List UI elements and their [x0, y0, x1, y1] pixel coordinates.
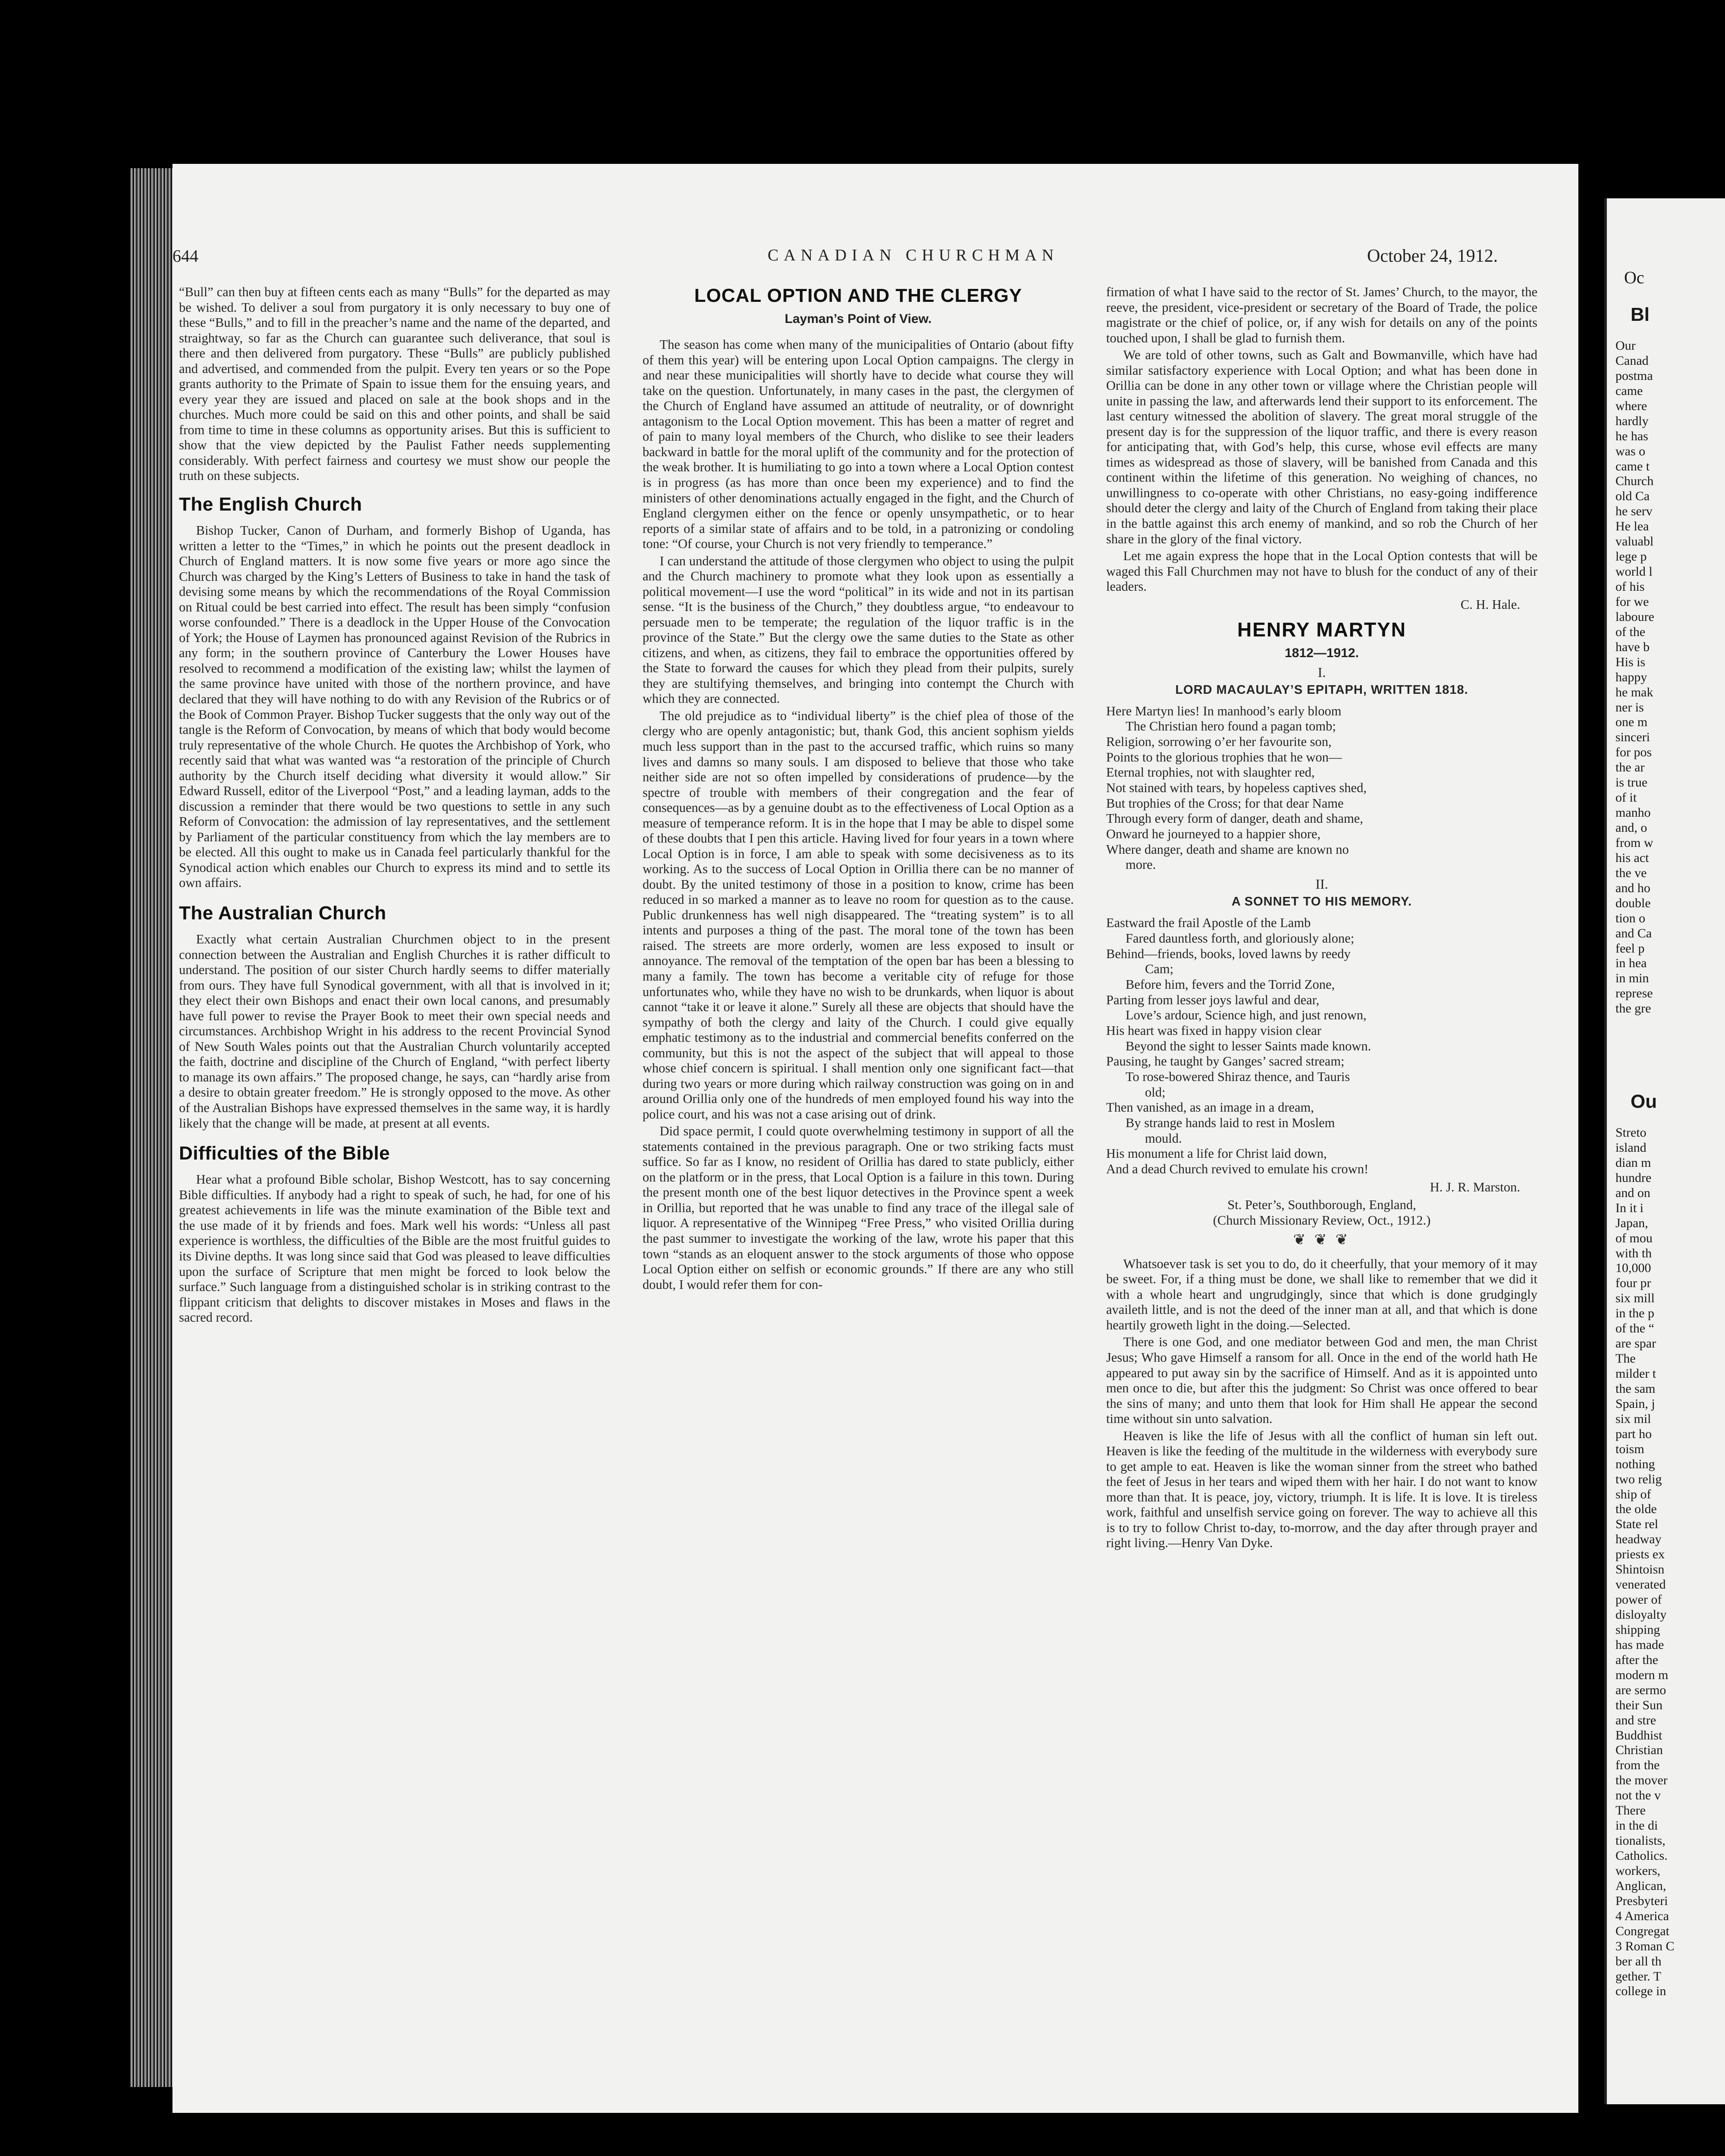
fragment-line: is true	[1615, 775, 1648, 790]
fragment-line: tionalists,	[1615, 1833, 1665, 1848]
fragment-line: of mou	[1615, 1231, 1653, 1245]
fragment-line: toism	[1615, 1442, 1644, 1456]
section-numeral: I.	[1317, 664, 1326, 680]
fragment-line: have b	[1615, 639, 1650, 654]
article-subtitle: Layman’s Point of View.	[784, 312, 932, 326]
poem-line: Beyond the sight to lesser Saints made known.	[1126, 1038, 1371, 1053]
poem-line: Love’s ardour, Science high, and just renown,	[1126, 1008, 1367, 1023]
fragment-line: in the di	[1615, 1818, 1658, 1833]
fragment-line: in the p	[1615, 1306, 1654, 1321]
poem-line: Before him, fevers and the Torrid Zone,	[1126, 977, 1335, 992]
poem-heading-sonnet: A SONNET TO HIS MEMORY.	[1231, 895, 1412, 909]
column-3	[1106, 285, 1537, 1553]
poem-line: more.	[1126, 857, 1156, 872]
fragment-line: Spain, j	[1615, 1396, 1655, 1411]
paragraph: “Bull” can then buy at fifteen cents each as many “Bulls” for the departed as may be wished. To deliver a soul from purgatory it is only necessary to buy one of these “Bulls,” and to fill in the preacher’s name and the name of the departed, and straightway, so far as the Church can guarantee such deliverance, that soul is there and then delivered from purgatory. These “Bulls” are publicly published and advertised, and commended from the pulpit. Every ten years or so the Pope grants authority to the Primate of Spain to issue them for the ensuing years, and every year they are issued and placed on sale at the book shops and in the churches. Much more could be said on this and other points, and shall be said from time to time in these columns as opportunity arises. But this is sufficient to show that the view depicted by the Paulist Father needs supplementing considerably. With perfect fairness and courtesy we must show our people the truth on these subjects.	[179, 285, 610, 483]
adjacent-page-header: Oc	[1624, 268, 1644, 287]
article-title-henry-martyn: HENRY MARTYN	[1237, 618, 1407, 641]
article-years: 1812—1912.	[1285, 646, 1359, 660]
fragment-line: from w	[1615, 835, 1653, 850]
paragraph: I can understand the attitude of those clergymen who object to using the pulpit and the Church machinery to promote what they look upon as essentially a political movement—I use the word “political” in its wide and not in its partisan sense. “It is the business of the Church,” they doubtless argue, “to endeavour to persuade men to be temperate; the regulation of the liquor traffic is in the province of the State.” But the clergy owe the same duties to the State as other citizens, and when, as citizens, they fail to embrace the opportunities offered by the State to forward the causes for which they plead from their pulpits, surely they are stultifying themselves, and bringing into contempt the Church with which they are connected.	[643, 553, 1074, 706]
poem-line: Points to the glorious trophies that he won—	[1106, 749, 1342, 765]
fragment-line: double	[1615, 896, 1651, 910]
fragment-line: the ar	[1615, 760, 1645, 775]
article-title-local-option: LOCAL OPTION AND THE CLERGY	[694, 285, 1022, 306]
fragment-line: in min	[1615, 971, 1649, 986]
fragment-line: tion o	[1615, 911, 1646, 925]
poem-line: Onward he journeyed to a happier shore,	[1106, 827, 1321, 842]
poem-line: Religion, sorrowing o’er her favourite son,	[1106, 734, 1332, 749]
fragment-line: his act	[1615, 850, 1649, 865]
fragment-line: milder t	[1615, 1366, 1656, 1381]
fragment-line: six mill	[1615, 1291, 1655, 1306]
fragment-line: with th	[1615, 1246, 1652, 1260]
poem-line: But trophies of the Cross; for that dear Name	[1106, 796, 1344, 811]
fragment-line: where	[1615, 398, 1647, 413]
poem-line: His heart was fixed in happy vision clear	[1106, 1023, 1321, 1038]
fragment-line: their Sun	[1615, 1698, 1663, 1712]
fragment-line: Our	[1615, 338, 1636, 353]
fragment-line: the ve	[1615, 865, 1647, 880]
fragment-line: four pr	[1615, 1276, 1651, 1291]
poem-line: Behind—friends, books, loved lawns by reedy	[1106, 946, 1351, 961]
fragment-line: sinceri	[1615, 730, 1650, 745]
fragment-line: ner is	[1615, 700, 1644, 714]
paragraph: The season has come when many of the municipalities of Ontario (about fifty of them this year) will be entering upon Local Option campaigns. The clergy in and near these municipalities will shortly have to decide what course they will take on the question. Unfortunately, in many cases in the past, the clergymen of the Church of England have assumed an attitude of neutrality, or of downright antagonism to the Local Option movement. This has been a matter of regret and of pain to many loyal members of the Church, who dislike to see their leaders backward in battle for the moral uplift of the community and for the protection of the weak brother. It is humiliating to go into a town where a Local Option contest is in progress (as has more than once been my experience) and to find the ministers of other denominations actually engaged in the fight, and the Church of England clergymen either on the fence or openly unsympathetic, or to hear reports of a similar state of affairs and to be told, in a patronizing or condoling tone: “Of course, your Church is not very friendly to temperance.”	[643, 337, 1074, 552]
page-number: 644	[172, 246, 198, 266]
journal-title: CANADIAN CHURCHMAN	[768, 246, 1059, 264]
fragment-line: came	[1615, 383, 1643, 398]
book-page-edges	[129, 168, 172, 2087]
poem-line: Cam;	[1145, 962, 1174, 977]
fragment-line: are spar	[1615, 1336, 1656, 1351]
fragment-line: represe	[1615, 986, 1653, 1001]
poem-line: Fared dauntless forth, and gloriously alone;	[1126, 931, 1355, 946]
poem-line: Then vanished, as an image in a dream,	[1106, 1100, 1314, 1115]
fragment-line: postma	[1615, 368, 1653, 383]
fragment-line: Church	[1615, 474, 1654, 489]
fragment-line: The	[1615, 1351, 1636, 1366]
fragment-line: Buddhist	[1615, 1728, 1662, 1742]
fragment-line: of the “	[1615, 1321, 1654, 1336]
fragment-line: Anglican,	[1615, 1878, 1666, 1893]
fragment-line: ship of	[1615, 1487, 1651, 1501]
fragment-line: hundre	[1615, 1170, 1652, 1185]
fragment-line: happy	[1615, 670, 1647, 684]
section-heading-english-church: The English Church	[179, 493, 362, 515]
ornament-divider: ❦ ❦ ❦	[1293, 1232, 1351, 1248]
fragment-line: he has	[1615, 429, 1648, 443]
fragment-line: of the	[1615, 624, 1646, 639]
fragment-line: Japan,	[1615, 1216, 1648, 1230]
column-2	[643, 285, 1074, 1294]
paragraph: firmation of what I have said to the rector of St. James’ Church, to the mayor, the reeve, the president, vice-president or secretary of the Board of Trade, the police magistrate or the chief of police, or, if any wish for details on any of the points touched upon, I shall be glad to furnish them.	[1106, 285, 1537, 345]
section-heading-difficulties-bible: Difficulties of the Bible	[179, 1143, 390, 1164]
fragment-line: old Ca	[1615, 489, 1650, 504]
poem-sonnet	[1106, 915, 1537, 1177]
paragraph: Did space permit, I could quote overwhelming testimony in support of all the statements contained in the previous paragraph. One or two striking facts must suffice. So far as I know, no resident of Orillia has dared to state publicly, either on the platform or in the press, that Local Option is a failure in this town. During the present month one of the best liquor detectives in the Province spent a week in Orillia, but reported that he was unable to find any trace of the illegal sale of liquor. A representative of the Winnipeg “Free Press,” who visited Orillia during the past summer to investigate the working of the law, wrote his paper that this town “stands as an eloquent answer to the stock arguments of those who oppose Local Option either on selfish or economic grounds.” If there are any who still doubt, I would refer them for con-	[643, 1124, 1074, 1292]
fragment-line: Catholics.	[1615, 1849, 1668, 1863]
fragment-line: and on	[1615, 1185, 1650, 1200]
fragment-line: one m	[1615, 715, 1648, 730]
paragraph: Whatsoever task is set you to do, do it cheerfully, that your memory of it may be sweet. For, if a thing must be done, we shall like to remember that we did it with a whole heart and ungrudgingly, since that which is done grudgingly availeth little, and is not the deed of the inner man at all, and that which is done heartily groweth light in the doing.—Selected.	[1106, 1256, 1537, 1332]
fragment-line: lege p	[1615, 549, 1647, 564]
poem-line: Here Martyn lies! In manhood’s early bloom	[1106, 703, 1342, 718]
paragraph: Hear what a profound Bible scholar, Bishop Westcott, has to say concerning Bible difficulties. If anybody had a right to speak of such, he had, for one of his greatest achievements in life was the minute examination of the Bible text and the use made of it by friends and foes. Mark well his words: “Unless all past experience is worthless, the difficulties of the Bible are the most fruitful guides to its Divine depths. It was long since said that God was pleased to leave difficulties upon the surface of Scripture that men might be forced to look below the surface.” Such language from a distinguished scholar is in striking contrast to the flippant criticism that delights to discover mistakes in Moses and flaws in the sacred record.	[179, 1172, 610, 1325]
fragment-line: hardly	[1615, 414, 1649, 428]
adjacent-text-mid	[1615, 1125, 1675, 1999]
paragraph: The old prejudice as to “individual liberty” is the chief plea of those of the clergy who are openly antagonistic; but, thank God, this ancient sophism yields much less support than in the past to the accursed traffic, which ruins so many lives and damns so many souls. I am disposed to believe that those who take neither side are not so often impelled by considerations of prudence—by the spectre of trouble with members of their congregation and the fear of consequences—as by a genuine doubt as to the effectiveness of Local Option as a measure of temperance reform. It is in the hope that I may be able to dispel some of these doubts that I pen this article. Having lived for four years in a town where Local Option is in force, I am able to speak with some decisiveness as to its working. As to the success of Local Option in Orillia there can be no manner of doubt. By the united testimony of those in a position to know, crime has been reduced in so marked a manner as to leave no room for question as to the cause. Public drunkenness has well nigh disappeared. The “treating system” is to all intents and purposes a thing of the past. The moral tone of the town has been raised. The streets are more orderly, women are less exposed to insult or annoyance. The removal of the temptation of the open bar has been a blessing to many a family. The town has become a veritable city of refuge for those unfortunates who, while they have no wish to be drunkards, when liquor is about cannot “take it or leave it alone.” Surely all these are objects that should have the sympathy of both the clergy and laity of the Church. I could give equally emphatic testimony as to the industrial and commercial benefits conferred on the community, but this is not the aspect of the subject that will appeal to those whose chief concern is spiritual. I shall mention only one significant fact—that during two years or more during which railway construction was going on in and around Orillia only one of the hundreds of men employed found his way into the police court, and his was not a case arising out of drink.	[643, 708, 1074, 1122]
fragment-line: and, o	[1615, 821, 1647, 835]
poem-line: Eastward the frail Apostle of the Lamb	[1106, 915, 1311, 931]
adjacent-text-top	[1615, 338, 1654, 1016]
adjacent-heading: Bl	[1631, 304, 1650, 325]
fragment-line: six mil	[1615, 1411, 1651, 1426]
poem-line: old;	[1145, 1084, 1166, 1100]
fragment-line: for we	[1615, 594, 1649, 609]
fragment-line: There	[1615, 1803, 1646, 1818]
signature-place: St. Peter’s, Southborough, England,	[1227, 1197, 1416, 1213]
section-heading-australian-church: The Australian Church	[179, 902, 386, 924]
fragment-line: feel p	[1615, 941, 1645, 956]
fragment-line: part ho	[1615, 1426, 1652, 1441]
signature: H. J. R. Marston.	[1430, 1179, 1520, 1194]
fragment-line: he mak	[1615, 685, 1653, 699]
fragment-line: He lea	[1615, 519, 1649, 534]
fragment-line: priests ex	[1615, 1547, 1665, 1562]
column-1	[179, 285, 610, 1327]
poem-line: Parting from lesser joys lawful and dear,	[1106, 992, 1320, 1007]
poem-line: Through every form of danger, death and shame,	[1106, 811, 1363, 826]
fragment-line: are sermo	[1615, 1683, 1666, 1697]
paragraph: Heaven is like the life of Jesus with all the conflict of human sin left out. Heaven is like the feeding of the multitude in the wilderness with everybody sure to get ample to eat. Heaven is like the woman sinner from the street who bathed the feet of Jesus in her tears and wiped them with her hair. I do not want to know more than that. It is peace, joy, victory, triumph. It is life. It is love. It is tireless work, faithful and unselfish service going on forever. The way to achieve all this is to try to follow Christ to-day, to-morrow, and the day after through prayer and right living.—Henry Van Dyke.	[1106, 1428, 1537, 1551]
fragment-line: modern m	[1615, 1667, 1669, 1682]
fragment-line: he serv	[1615, 504, 1653, 519]
fragment-line: ber all th	[1615, 1954, 1662, 1968]
fragment-line: venerated	[1615, 1577, 1666, 1592]
fragment-line: nothing	[1615, 1457, 1655, 1471]
poem-epitaph	[1106, 704, 1537, 873]
poem-line: Not stained with tears, by hopeless captives shed,	[1106, 780, 1367, 796]
poem-line: The Christian hero found a pagan tomb;	[1126, 719, 1336, 734]
newspaper-page	[172, 164, 1578, 2113]
fragment-line: State rel	[1615, 1517, 1659, 1532]
fragment-line: from the	[1615, 1758, 1660, 1773]
fragment-line: Shintoisn	[1615, 1562, 1665, 1577]
section-numeral: II.	[1315, 876, 1328, 892]
adjacent-page-fragment	[1604, 198, 1725, 2104]
fragment-line: and ho	[1615, 881, 1650, 895]
fragment-line: the sam	[1615, 1381, 1656, 1396]
fragment-line: 4 America	[1615, 1908, 1669, 1923]
fragment-line: In it i	[1615, 1200, 1643, 1215]
fragment-line: has made	[1615, 1637, 1664, 1652]
poem-line: Eternal trophies, not with slaughter red,	[1106, 765, 1315, 780]
poem-line: Where danger, death and shame are known no	[1106, 842, 1349, 857]
paragraph: Exactly what certain Australian Churchmen object to in the present connection between the Australian and English Churches it is rather difficult to understand. The position of our sister Church hardly seems to differ materially from ours. They have full Synodical government, with all that is involved in it; they elect their own Bishops and enact their own local canons, and presumably have full power to revise the Prayer Book to meet their own special needs and circumstances. Archbishop Wright in his address to the recent Provincial Synod of New South Wales points out that the Australian Church voluntarily accepted the faith, doctrine and discipline of the Church of England, “with perfect liberty to manage its own affairs.” The proposed change, he says, can “hardly arise from a desire to obtain greater freedom.” He is strongly opposed to the move. As other of the Australian Bishops have expressed themselves in the same way, it is hardly likely that the change will be made, at present at all events.	[179, 932, 610, 1131]
fragment-line: 3 Roman C	[1615, 1939, 1675, 1953]
fragment-line: the gre	[1615, 1001, 1651, 1016]
fragment-line: of it	[1615, 790, 1637, 805]
fragment-line: shipping	[1615, 1622, 1660, 1637]
issue-date: October 24, 1912.	[1367, 246, 1498, 266]
poem-line: Pausing, he taught by Ganges’ sacred stream;	[1106, 1054, 1345, 1069]
fragment-line: Congregat	[1615, 1924, 1669, 1938]
poem-line: To rose-bowered Shiraz thence, and Tauris	[1126, 1069, 1350, 1084]
fragment-line: Christian	[1615, 1743, 1663, 1758]
fragment-line: manho	[1615, 805, 1651, 820]
fragment-line: 10,000	[1615, 1261, 1651, 1275]
fragment-line: the olde	[1615, 1502, 1657, 1517]
fragment-line: after the	[1615, 1652, 1659, 1667]
poem-line: And a dead Church revived to emulate his crown!	[1106, 1161, 1369, 1176]
fragment-line: in hea	[1615, 956, 1647, 971]
fragment-line: Canad	[1615, 353, 1649, 368]
fragment-line: Streto	[1615, 1125, 1647, 1140]
adjacent-heading: Ou	[1631, 1091, 1657, 1112]
fragment-line: came t	[1615, 459, 1650, 473]
fragment-line: the mover	[1615, 1773, 1668, 1788]
poem-line: mould.	[1145, 1131, 1182, 1146]
fragment-line: disloyalty	[1615, 1608, 1667, 1622]
fragment-line: His is	[1615, 655, 1646, 669]
fragment-line: college in	[1615, 1984, 1666, 1999]
fragment-line: not the v	[1615, 1788, 1661, 1803]
fragment-line: island	[1615, 1140, 1647, 1155]
fragment-line: two relig	[1615, 1472, 1662, 1486]
signature: C. H. Hale.	[1460, 597, 1520, 612]
paragraph: Let me again express the hope that in the Local Option contests that will be waged this Fall Churchmen may not have to blush for the conduct of any of their leaders.	[1106, 548, 1537, 594]
fragment-line: gether. T	[1615, 1969, 1662, 1984]
paragraph: Bishop Tucker, Canon of Durham, and formerly Bishop of Uganda, has written a letter to the “Times,” in which he points out the present deadlock in Church of England matters. It is now some five years or more ago since the Church was charged by the King’s Letters of Business to take in hand the task of devising some means by which the recommendations of the Royal Commission on Ritual could be best carried into effect. The result has been simply “confusion worse confounded.” There is a deadlock in the Upper House of the Convocation of York; the House of Laymen has pronounced against Revision of the Rubrics in any form; in the southern province of Canterbury the Lower Houses have resolved to recommend a modification of the existing law; whilst the laymen of the same province have united with those of the northern province, and have declared that they will have nothing to do with any Revision of the Rubrics or of the Book of Common Prayer. Bishop Tucker suggests that the only way out of the tangle is the Reform of Convocation, by means of which that body would become truly representative of the whole Church. He quotes the Archbishop of York, who recently said that what was wanted was “a restoration of the principle of Church authority by the Church itself deciding what diversity it would allow.” Sir Edward Russell, editor of the Liverpool “Post,” and a leading layman, adds to the discussion a reminder that there would be two questions to settle in any such Reform of Convocation: the admission of lay representatives, and the settlement by Parliament of the particular constituency from which the lay members are to be elected. All this ought to make us in Canada feel particularly thankful for the Synodical action which enables our Church to express its mind and to settle its own affairs.	[179, 523, 610, 890]
fragment-line: and stre	[1615, 1713, 1656, 1727]
poem-line: By strange hands laid to rest in Moslem	[1126, 1115, 1335, 1130]
fragment-line: Presbyteri	[1615, 1893, 1668, 1908]
fragment-line: power of	[1615, 1592, 1662, 1607]
fragment-line: for pos	[1615, 745, 1652, 760]
fragment-line: of his	[1615, 580, 1645, 594]
fragment-line: valuabl	[1615, 534, 1654, 549]
poem-heading-epitaph: LORD MACAULAY’S EPITAPH, WRITTEN 1818.	[1175, 683, 1468, 697]
fragment-line: was o	[1615, 444, 1646, 458]
paragraph: There is one God, and one mediator between God and men, the man Christ Jesus; Who gave Himself a ransom for all. Once in the end of the world hath He appeared to put away sin by the sacrifice of Himself. And as it is appointed unto men once to die, but after this the judgment: So Christ was once offered to bear the sins of many; and unto them that look for Him shall He appear the second time without sin unto salvation.	[1106, 1335, 1537, 1426]
paragraph: We are told of other towns, such as Galt and Bowmanville, which have had similar satisfactory experience with Local Option; and what has been done in Orillia can be done in any other town or village where the Christian people will unite in passing the law, and afterwards lend their support to its enforcement. The last century witnessed the abolition of slavery. The great moral struggle of the present day is for the suppression of the liquor traffic, and there is every reason for anticipating that, with God’s help, this curse, whose evil effects are many times as widespread as those of slavery, will be banished from Canada and this continent within the lifetime of this generation. No weighing of chances, no unwillingness to co-operate with other Christians, no easy-going indifference should deter the clergy and laity of the Church of England from taking their place in the battle against this arch enemy of mankind, and so rob the Church of her share in the glory of the final victory.	[1106, 348, 1537, 546]
fragment-line: dian m	[1615, 1155, 1651, 1170]
fragment-line: and Ca	[1615, 926, 1652, 940]
poem-line: His monument a life for Christ laid down,	[1106, 1146, 1327, 1161]
signature-source: (Church Missionary Review, Oct., 1912.)	[1213, 1213, 1431, 1228]
fragment-line: world l	[1615, 564, 1653, 579]
fragment-line: workers,	[1615, 1863, 1661, 1878]
fragment-line: laboure	[1615, 609, 1654, 624]
fragment-line: headway	[1615, 1532, 1662, 1547]
